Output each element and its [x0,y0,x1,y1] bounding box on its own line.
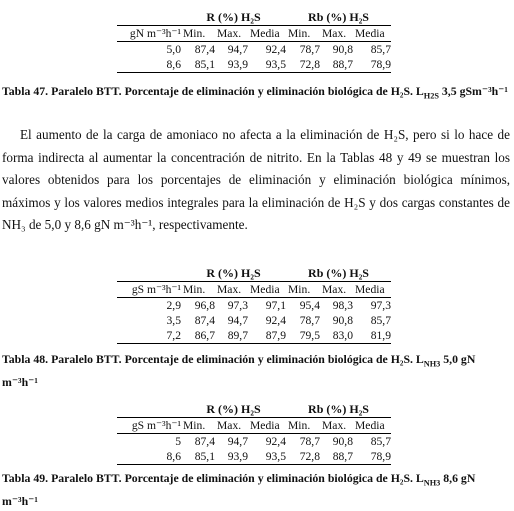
table-cell: 85,7 [370,43,391,56]
caption-subscript: NH3 [423,359,441,369]
table-cell: 87,4 [194,435,215,448]
table-row [117,313,391,328]
table-48-caption [2,350,512,392]
caption-text: Tabla 47. Paralelo BTT. Porcentaje de eliminación y eliminación biológica de H₂S. L [2,84,424,98]
table-47 [117,10,391,73]
column-header: gS m⁻³h⁻¹ [117,282,181,298]
table-row [117,57,391,73]
table-cell: 5 [175,435,181,448]
table-cell: 3,5 [166,314,181,327]
column-header: Media [248,26,286,42]
table-cell: 92,4 [265,435,286,448]
table-cell: 95,4 [299,299,320,312]
caption-text: Tabla 49. Paralelo BTT. Porcentaje de eliminación y eliminación biológica de H₂S. L [2,471,424,485]
body-paragraph [2,124,510,237]
table-49 [117,402,391,465]
column-header: Min. [286,282,320,298]
table-cell: 97,1 [265,299,286,312]
table-49-caption [2,469,512,511]
caption-subscript: NH3 [423,478,441,488]
table-cell: 7,2 [117,328,181,344]
paragraph-text: El aumento de la carga de amoniaco no afecta a la eliminación de H₂S, pero si lo hace de forma indirecta al aumentar la concentración de nitrito. En la Tablas 48 y 49 se muestran los valores obtenidos para los porcentajes de eliminación y eliminación biológica mínimos, máximos y los valores medios integrales para la eliminación de H₂S y dos cargas constantes de NH₃ de 5,0 y 8,6 gN m⁻³h⁻¹, respectivamente. [2,127,510,232]
table-cell: 87,9 [248,328,286,344]
table-cell: 92,4 [265,43,286,56]
column-header: Max. [215,282,248,298]
table-cell: 2,9 [166,299,181,312]
table-cell: 78,7 [299,314,320,327]
column-header: Max. [215,26,248,42]
table-cell: 92,4 [265,314,286,327]
table-cell: 8,6 [117,57,181,73]
group-header-r: R (%) H₂S [206,10,261,24]
column-header: Min. [286,26,320,42]
table-cell: 90,8 [332,314,353,327]
group-header-r: R (%) H₂S [206,266,261,280]
table-cell: 94,7 [227,43,248,56]
column-header: Max. [320,418,353,434]
column-header: Min. [286,418,320,434]
table-cell: 93,5 [248,57,286,73]
table-cell: 88,7 [320,449,353,465]
group-header-rb: Rb (%) H₂S [308,266,369,280]
caption-tail: 5,0 gN m⁻³h⁻¹ [2,352,476,390]
table-cell: 93,9 [215,57,248,73]
column-header: gS m⁻³h⁻¹ [117,418,181,434]
column-header: Media [353,418,391,434]
table-row [117,328,391,344]
column-header: Min. [181,26,215,42]
column-header: Max. [215,418,248,434]
table-row [117,449,391,465]
table-cell: 85,1 [181,57,215,73]
group-header-rb: Rb (%) H₂S [308,402,369,416]
column-header: Media [353,26,391,42]
table-cell: 96,8 [194,299,215,312]
column-header: gN m⁻³h⁻¹ [117,26,181,42]
column-header: Min. [181,282,215,298]
table-cell: 93,5 [248,449,286,465]
table-row [117,434,391,450]
column-header: Media [353,282,391,298]
table-cell: 89,7 [215,328,248,344]
column-header: Min. [181,418,215,434]
table-cell: 81,9 [353,328,391,344]
group-header-r: R (%) H₂S [206,402,261,416]
column-header: Max. [320,26,353,42]
table-47-caption [2,82,512,105]
table-row [117,42,391,58]
table-cell: 5,0 [166,43,181,56]
caption-tail: 8,6 gN m⁻³h⁻¹ [2,471,476,509]
table-cell: 83,0 [320,328,353,344]
table-cell: 86,7 [181,328,215,344]
table-cell: 78,7 [299,43,320,56]
column-header: Max. [320,282,353,298]
table-cell: 94,7 [227,435,248,448]
table-cell: 72,8 [286,57,320,73]
group-header-rb: Rb (%) H₂S [308,10,369,24]
table-row [117,298,391,314]
table-cell: 98,3 [332,299,353,312]
table-cell: 78,9 [353,449,391,465]
table-cell: 8,6 [117,449,181,465]
table-cell: 87,4 [194,314,215,327]
table-cell: 78,7 [299,435,320,448]
table-cell: 79,5 [286,328,320,344]
table-cell: 97,3 [370,299,391,312]
table-cell: 90,8 [332,43,353,56]
table-cell: 72,8 [286,449,320,465]
table-cell: 85,1 [181,449,215,465]
table-cell: 85,7 [370,314,391,327]
table-cell: 97,3 [227,299,248,312]
caption-tail: 3,5 gSm⁻³h⁻¹ [438,84,508,98]
table-cell: 78,9 [353,57,391,73]
table-cell: 88,7 [320,57,353,73]
table-cell: 87,4 [194,43,215,56]
table-48 [117,266,391,344]
table-cell: 90,8 [332,435,353,448]
column-header: Media [248,418,286,434]
table-cell: 94,7 [227,314,248,327]
caption-subscript: H2S [423,91,439,101]
table-cell: 85,7 [370,435,391,448]
table-cell: 93,9 [215,449,248,465]
caption-text: Tabla 48. Paralelo BTT. Porcentaje de eliminación y eliminación biológica de H₂S. L [2,352,424,366]
column-header: Media [248,282,286,298]
